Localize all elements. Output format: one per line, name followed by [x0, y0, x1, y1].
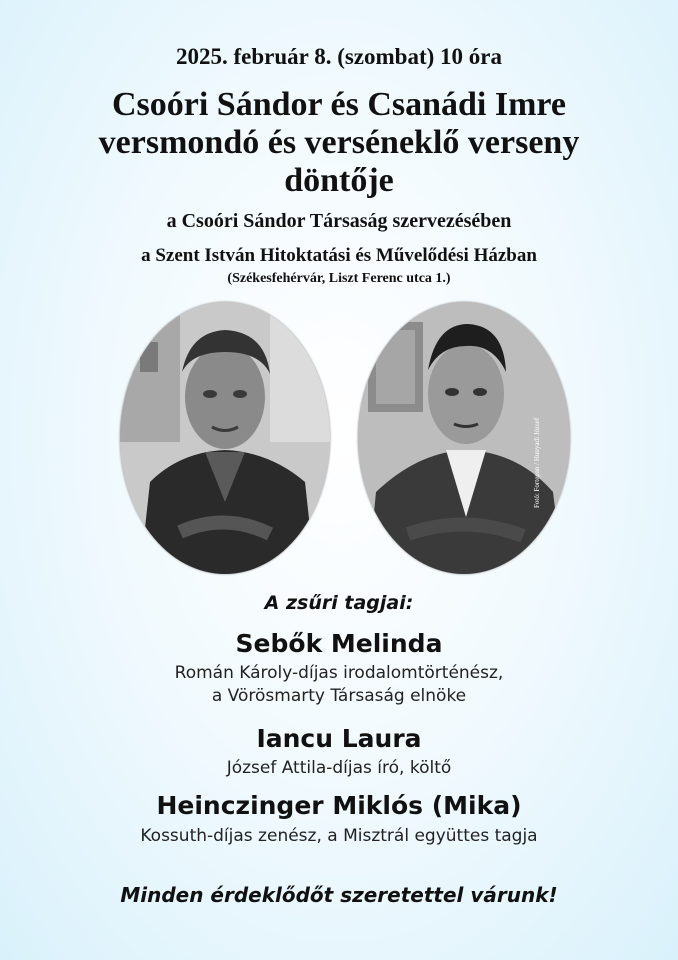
venue-line: a Szent István Hitoktatási és Művelődési Házban — [141, 245, 537, 266]
description-line: a Vörösmarty Társaság elnöke — [211, 686, 467, 706]
title-line: versmondó és verséneklő verseny — [98, 124, 580, 161]
jury-member-name: Sebők Melinda — [235, 629, 443, 658]
organizer-line: a Csoóri Sándor Társaság szervezésében — [166, 210, 512, 232]
closing-invitation: Minden érdeklődőt szeretettel várunk! — [120, 883, 558, 907]
description-line: Román Károly-díjas irodalomtörténész, — [174, 663, 504, 683]
photo-credit: Fotó: Fortepan / Hunyadi József — [533, 417, 541, 509]
jury-member-description — [0, 825, 678, 848]
jury-member-name: Iancu Laura — [256, 724, 422, 753]
address-line: (Székesfehérvár, Liszt Ferenc utca 1.) — [227, 271, 451, 286]
description-line: Kossuth-díjas zenész, a Misztrál együttes tagja — [140, 826, 538, 846]
event-title — [0, 86, 678, 200]
jury-member-description — [0, 757, 678, 780]
event-date: 2025. február 8. (szombat) 10 óra — [176, 44, 502, 69]
jury-member-name: Heinczinger Miklós (Mika) — [156, 791, 522, 820]
jury-heading: A zsűri tagjai: — [264, 592, 414, 614]
title-line: Csoóri Sándor és Csanádi Imre — [111, 86, 567, 123]
portrait-csoori-sandor — [120, 302, 330, 574]
description-line: József Attila-díjas író, költő — [226, 758, 452, 778]
title-line: döntője — [284, 162, 394, 199]
jury-member-description — [0, 662, 678, 708]
